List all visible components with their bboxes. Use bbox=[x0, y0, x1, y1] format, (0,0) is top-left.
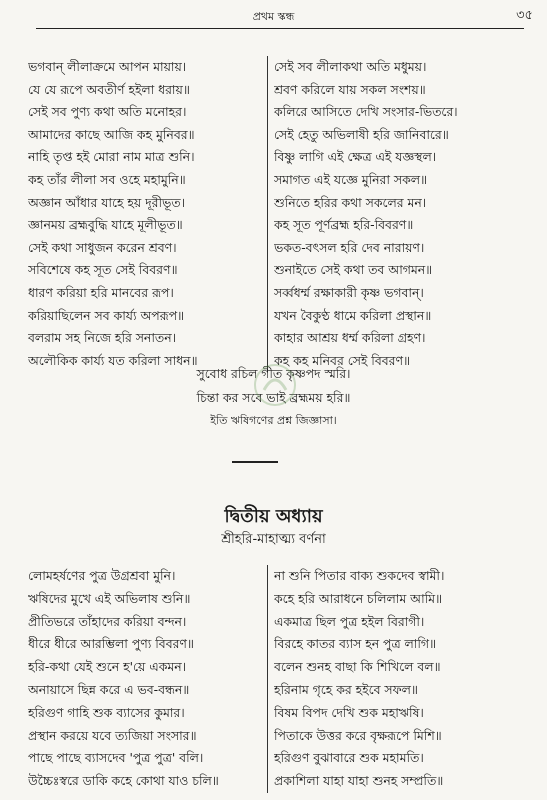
verse-column-right bbox=[274, 565, 510, 793]
verse-line: নাহি তৃপ্ত হই মোরা নাম মাত্র শুনি। bbox=[28, 149, 195, 165]
running-header: প্রথম স্কন্ধ bbox=[252, 10, 295, 23]
couplet-line: সুবোধ রচিল গীত কৃষ্ণপদ স্মরি। bbox=[196, 366, 351, 381]
verse-line: লোমহর্ষণের পুত্র উগ্রশ্রবা মুনি। bbox=[28, 568, 176, 583]
verse-line: উচ্চৈঃস্বরে ডাকি কহে কোথা যাও চলি॥ bbox=[28, 773, 219, 789]
verse-line: করিয়াছিলেন সব কার্য্য অপরূপ॥ bbox=[28, 307, 185, 323]
verse-line: ধারণ করিয়া হরি মানবের রূপ। bbox=[28, 284, 174, 300]
verse-line: শুনিতে হরির কথা সকলের মন। bbox=[274, 194, 427, 210]
verse-line: কলিরে আসিতে দেখি সংসার-ভিতরে। bbox=[274, 104, 458, 120]
verse-line: প্রস্থান করয়ে যবে ত্যজিয়া সংসার॥ bbox=[28, 727, 197, 743]
verse-line: অলৌকিক কার্য্য যত করিলা সাধন॥ bbox=[28, 352, 198, 368]
verse-line: সেই কথা সাধুজন করেন শ্রবণ। bbox=[28, 239, 177, 255]
verse-section-1 bbox=[28, 56, 528, 376]
verse-line: যখন বৈকুণ্ঠ ধামে করিলা প্রস্থান॥ bbox=[274, 307, 432, 323]
verse-line: শ্রবণ করিলে যায় সকল সংশয়॥ bbox=[274, 81, 426, 97]
verse-line: হরিগুণ গাহি শুক ব্যাসের কুমার। bbox=[28, 704, 185, 720]
verse-line: শুনাইতে সেই কথা তব আগমন॥ bbox=[274, 262, 433, 278]
verse-line: সেই সব পুণ্য কথা অতি মনোহর। bbox=[28, 104, 187, 120]
verse-section-2 bbox=[28, 565, 528, 797]
section-divider bbox=[232, 461, 278, 463]
verse-column-left bbox=[28, 565, 264, 793]
verse-line: প্রীতিভরে তাঁহাদের করিয়া বন্দন। bbox=[28, 613, 187, 629]
verse-line: বিষম বিপদ দেখি শুক মহাঋষি। bbox=[274, 704, 424, 720]
watermark-logo bbox=[250, 360, 300, 410]
chapter-title: দ্বিতীয় অধ্যায় bbox=[224, 506, 323, 527]
header-rule bbox=[36, 28, 524, 29]
verse-line: হরিনাম গৃহে কর হইবে সফল॥ bbox=[274, 681, 418, 697]
column-divider bbox=[267, 565, 268, 793]
verse-line: পাছে পাছে ব্যাসদেব 'পুত্র পুত্র' বলি। bbox=[28, 750, 204, 766]
chapter-subtitle: শ্রীহরি-মাহাত্ম্য বর্ণনা bbox=[221, 532, 326, 547]
verse-column-left bbox=[28, 56, 264, 372]
verse-line: ধীরে ধীরে আরম্ভিলা পুণ্য বিবরণ॥ bbox=[28, 636, 194, 652]
verse-line: আমাদের কাছে আজি কহ মুনিবর॥ bbox=[28, 126, 195, 142]
verse-line: যে যে রূপে অবতীর্ণ হইলা ধরায়॥ bbox=[28, 81, 190, 97]
verse-line: ভকত-বৎসল হরি দেব নারায়ণ। bbox=[274, 239, 425, 255]
couplet-line: চিন্তা কর সবে ভাই ব্রহ্মময় হরি॥ bbox=[196, 390, 351, 405]
verse-line: পিতাকে উত্তর করে বৃক্ষরূপে মিশি॥ bbox=[274, 727, 442, 743]
verse-line: সবিশেষে কহ সূত সেই বিবরণ॥ bbox=[28, 262, 178, 278]
column-divider bbox=[267, 56, 268, 372]
colophon: ইতি ঋষিগণের প্রশ্ন জিজ্ঞাসা। bbox=[210, 414, 337, 427]
verse-line: না শুনি পিতার বাক্য শুকদেব স্বামী। bbox=[274, 568, 445, 583]
verse-line: হরিগুণ বুঝাবারে শুক মহামতি। bbox=[274, 750, 424, 766]
verse-line: বলরাম সহ নিজে হরি সনাতন। bbox=[28, 330, 177, 346]
verse-line: হরি-কথা যেই শুনে হ'য়ে একমন। bbox=[28, 659, 187, 675]
verse-line: একমাত্র ছিল পুত্র হইল বিরাগী। bbox=[274, 613, 425, 629]
verse-line: বিরহে কাতর ব্যাস হন পুত্র লাগি॥ bbox=[274, 636, 436, 652]
verse-line: ভগবান্ লীলাক্রমে আপন মায়ায়। bbox=[28, 59, 187, 74]
verse-line: সেই হেতু অভিলাষী হরি জানিবারে॥ bbox=[274, 126, 449, 142]
verse-line: সমাগত এই যজ্ঞে মুনিরা সকল॥ bbox=[274, 171, 428, 187]
verse-line: কহ কহ মনিবর সেই বিবরণ॥ bbox=[274, 352, 410, 368]
verse-line: কহ সূত পূর্ণব্রহ্ম হরি-বিবরণ॥ bbox=[274, 217, 414, 233]
verse-line: কহে হরি আরাধনে চলিলাম আমি॥ bbox=[274, 590, 443, 606]
verse-line: কহ তাঁর লীলা সব ওহে মহামুনি॥ bbox=[28, 171, 186, 187]
verse-line: বিষ্ণু লাগি এই ক্ষেত্র এই যজ্ঞস্থল। bbox=[274, 149, 437, 165]
verse-line: সর্ব্বধর্ম্ম রক্ষাকারী কৃষ্ণ ভগবান্। bbox=[274, 284, 424, 300]
page-number: ৩৫ bbox=[516, 8, 533, 23]
verse-line: সেই সব লীলাকথা অতি মধুময়। bbox=[274, 59, 427, 74]
verse-line: ঋষিদের মুখে এই অভিলাষ শুনি॥ bbox=[28, 590, 191, 606]
verse-line: অজ্ঞান আঁধার যাহে হয় দূরীভূত। bbox=[28, 194, 185, 210]
verse-line: বলেন শুনহ বাছা কি শিখিলে বল॥ bbox=[274, 659, 441, 675]
verse-line: অনায়াসে ছিন্ন করে এ ভব-বন্ধন॥ bbox=[28, 681, 190, 697]
verse-line: কাহার আশ্রয় ধর্ম্ম করিলা গ্রহণ। bbox=[274, 330, 426, 346]
verse-line: প্রকাশিলা যাহা যাহা শুনহ সম্প্রতি॥ bbox=[274, 773, 444, 789]
verse-line: জ্ঞানময় ব্রহ্মবুদ্ধি যাহে মূলীভূত॥ bbox=[28, 217, 183, 233]
verse-column-right bbox=[274, 56, 510, 372]
